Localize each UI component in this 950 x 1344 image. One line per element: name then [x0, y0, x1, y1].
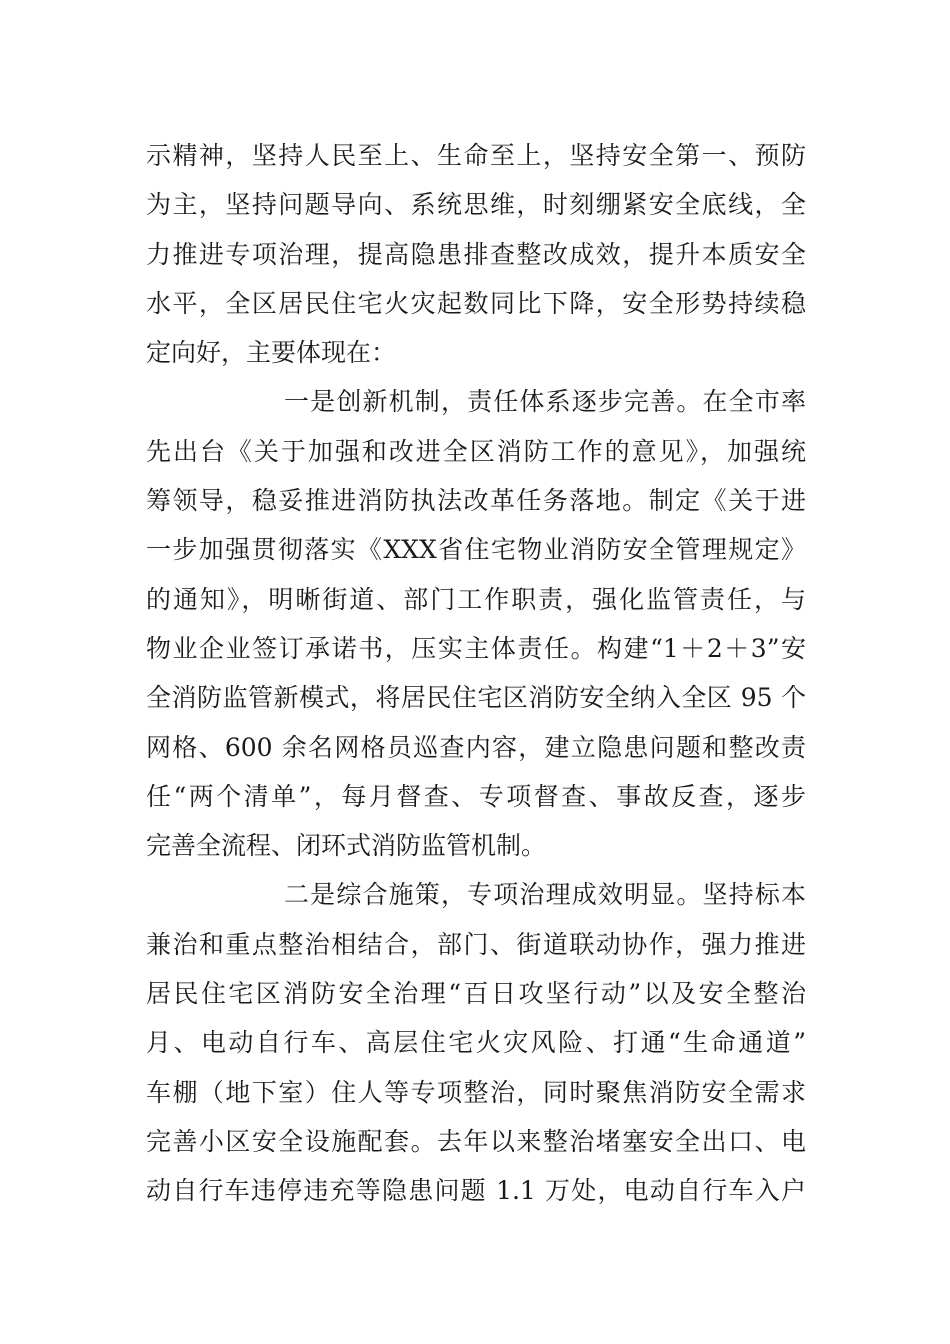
text-line: 示精神，坚持人民至上、生命至上，坚持安全第一、预防 — [146, 141, 806, 170]
text-line: 二是综合施策，专项治理成效明显。坚持标本 — [284, 880, 806, 910]
text-line: 动自行车违停违充等隐患问题 1.1 万处，电动自行车入户 — [146, 1176, 806, 1206]
text-line: 物业企业签订承诺书，压实主体责任。构建“1＋2＋3”安 — [146, 633, 806, 663]
text-line: 兼治和重点整治相结合，部门、街道联动协作，强力推进 — [146, 929, 806, 959]
paragraph-intro — [146, 131, 806, 377]
text-line: 车棚（地下室）住人等专项整治，同时聚焦消防安全需求 — [146, 1077, 806, 1107]
text-line: 一步加强贯彻落实《XXX省住宅物业消防安全管理规定》 — [146, 535, 806, 565]
paragraph-mechanism — [146, 377, 806, 870]
text-line: 完善小区安全设施配套。去年以来整治堵塞安全出口、电 — [146, 1126, 806, 1156]
document-body — [146, 131, 806, 1216]
text-line: 先出台《关于加强和改进全区消防工作的意见》，加强统 — [146, 436, 806, 466]
text-line: 一是创新机制，责任体系逐步完善。在全市率 — [284, 387, 806, 417]
text-line: 力推进专项治理，提高隐患排查整改成效，提升本质安全 — [146, 239, 806, 269]
text-line: 全消防监管新模式，将居民住宅区消防安全纳入全区 95 个 — [146, 683, 806, 713]
text-line: 为主，坚持问题导向、系统思维，时刻绷紧安全底线，全 — [146, 190, 806, 220]
text-line: 网格、600 余名网格员巡查内容，建立隐患问题和整改责 — [146, 732, 806, 762]
text-line: 居民住宅区消防安全治理“百日攻坚行动”以及安全整治 — [146, 979, 806, 1009]
text-line: 水平，全区居民住宅火灾起数同比下降，安全形势持续稳 — [146, 288, 806, 318]
text-line: 的通知》，明晰街道、部门工作职责，强化监管责任，与 — [146, 584, 806, 614]
text-line: 月、电动自行车、高层住宅火灾风险、打通“生命通道” — [146, 1028, 806, 1058]
text-line: 完善全流程、闭环式消防监管机制。 — [146, 831, 547, 861]
text-line: 定向好，主要体现在： — [146, 338, 397, 368]
text-line: 任“两个清单”，每月督查、专项督查、事故反查，逐步 — [146, 781, 806, 811]
paragraph-measures — [146, 870, 806, 1215]
text-line: 筹领导，稳妥推进消防执法改革任务落地。制定《关于进 — [146, 486, 806, 516]
